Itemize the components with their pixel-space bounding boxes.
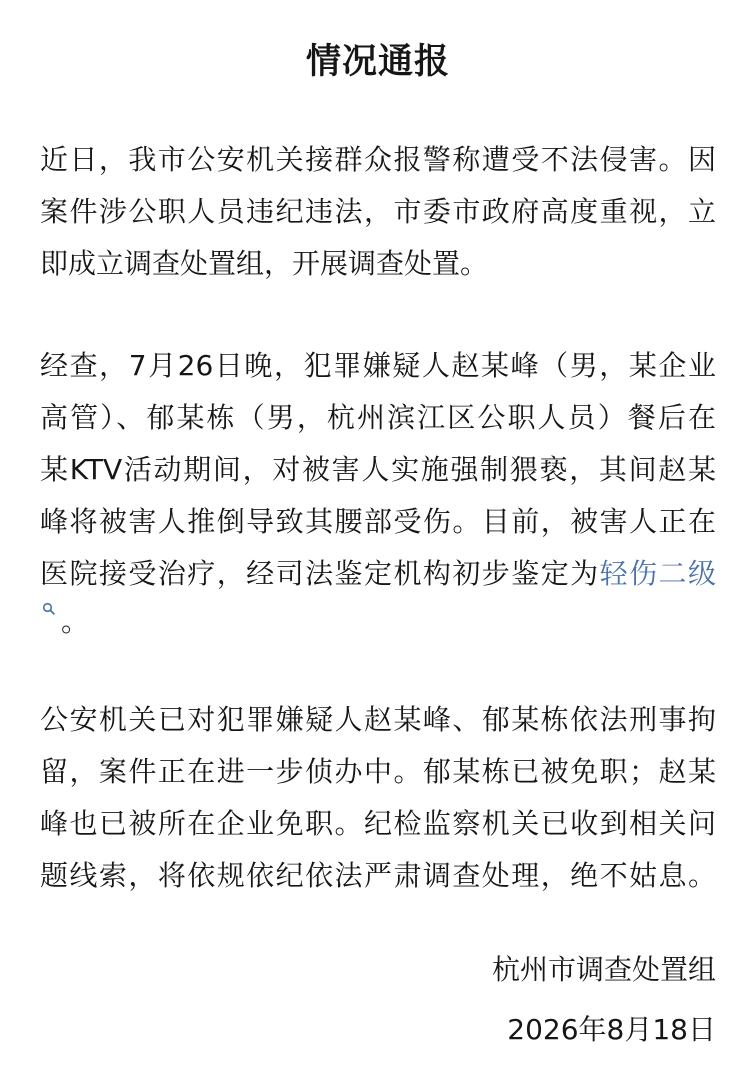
paragraph-line: 题线索，将依规依纪依法严肃调查处理，绝不姑息。 bbox=[40, 859, 716, 892]
paragraph-line-with-link bbox=[40, 548, 716, 600]
paragraph-line: 经查，7月26日晚，犯罪嫌疑人赵某峰（男，某企业 bbox=[40, 349, 716, 382]
paragraph-line: 公安机关已对犯罪嫌疑人赵某峰、郁某栋依法刑事拘 bbox=[40, 703, 716, 736]
signature-org: 杭州市调查处置组 bbox=[491, 953, 716, 986]
paragraph-3 bbox=[40, 694, 716, 902]
signature-date: 2026年8月18日 bbox=[507, 1013, 716, 1046]
paragraph-line: 近日，我市公安机关接群众报警称遭受不法侵害。因 bbox=[40, 143, 716, 176]
page-title: 情况通报 bbox=[305, 42, 450, 82]
paragraph-line: 高管）、郁某栋（男，杭州滨江区公职人员）餐后在 bbox=[40, 401, 716, 434]
paragraph-line: 案件涉公职人员违纪违法，市委市政府高度重视，立 bbox=[40, 195, 716, 228]
paragraph-line: 峰将被害人推倒导致其腰部受伤。目前，被害人正在 bbox=[40, 505, 716, 538]
paragraph-line: 留，案件正在进一步侦办中。郁某栋已被免职；赵某 bbox=[40, 755, 716, 788]
paragraph-line: 某KTV活动期间，对被害人实施强制猥亵，其间赵某 bbox=[40, 453, 716, 486]
paragraph-1 bbox=[40, 134, 716, 290]
search-icon[interactable] bbox=[42, 602, 55, 615]
paragraph-line: 峰也已被所在企业免职。纪检监察机关已收到相关问 bbox=[40, 807, 716, 840]
paragraph-text: 医院接受治疗，经司法鉴定机构初步鉴定为 bbox=[40, 557, 600, 590]
paragraph-line: 即成立调查处置组，开展调查处置。 bbox=[40, 247, 489, 280]
paragraph-line-end bbox=[40, 600, 716, 644]
injury-level-link[interactable]: 轻伤二级 bbox=[599, 557, 716, 590]
paragraph-2 bbox=[40, 340, 716, 644]
paragraph-text: 。 bbox=[61, 605, 90, 638]
